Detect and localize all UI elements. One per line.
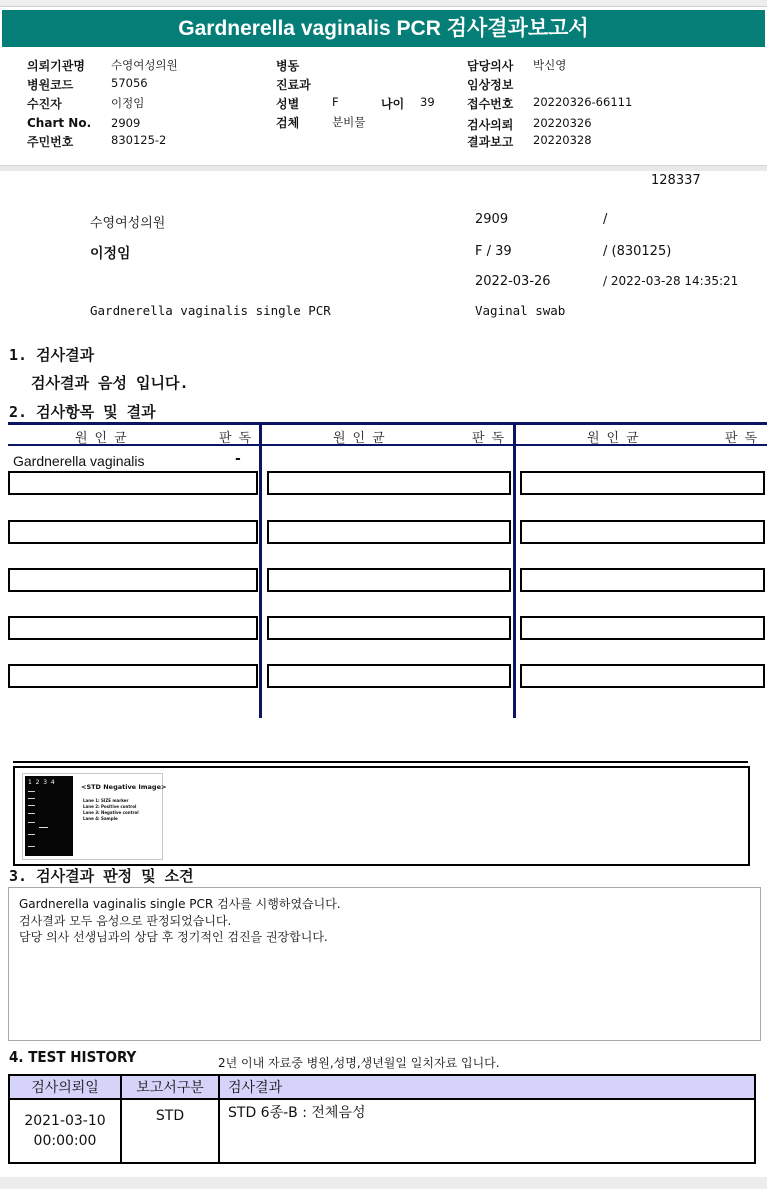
history-col-type: 보고서구분 <box>121 1075 219 1099</box>
result-box <box>520 471 765 495</box>
result-box <box>267 616 511 640</box>
section3-title: 3. 검사결과 판정 및 소견 <box>9 867 194 885</box>
chart-value: 2909 <box>111 116 141 130</box>
receipt-value: 20220326-66111 <box>533 95 633 109</box>
report-id: 128337 <box>651 173 701 188</box>
sex-label: 성별 <box>276 97 300 111</box>
result-box <box>8 520 258 544</box>
gel-image-title: <STD Negative Image> <box>81 783 167 791</box>
hospital-code-value: 57056 <box>111 76 148 90</box>
summary-chart: 2909 <box>475 212 509 227</box>
history-cell-date <box>9 1099 121 1163</box>
doctor-value: 박신영 <box>533 58 567 72</box>
comment-line-2: 검사결과 모두 음성으로 판정되었습니다. <box>19 913 232 928</box>
comment-box <box>8 887 761 1041</box>
bottom-strip <box>0 1177 767 1189</box>
gel-thumbnail <box>22 773 167 860</box>
comment-line-1: Gardnerella vaginalis single PCR 검사를 시행하였습니다. <box>19 897 341 911</box>
summary-institution: 수영여성의원 <box>90 216 166 231</box>
top-strip <box>0 0 767 7</box>
summary-test-name: Gardnerella vaginalis single PCR <box>90 303 331 318</box>
header-separator <box>0 165 767 171</box>
results-divider-1 <box>259 422 262 718</box>
summary-slash: / <box>603 212 608 227</box>
results-divider-2 <box>513 422 516 718</box>
request-value: 20220326 <box>533 116 592 130</box>
result-box <box>8 568 258 592</box>
gel-lane-numbers: 1 2 3 4 <box>28 779 55 786</box>
sex-value: F <box>332 95 339 109</box>
result-box <box>8 471 258 495</box>
resident-value: 830125-2 <box>111 133 167 147</box>
age-label: 나이 <box>381 97 405 111</box>
summary-birth: / (830125) <box>603 244 672 259</box>
report-value: 20220328 <box>533 133 592 147</box>
summary-report-datetime: / 2022-03-28 14:35:21 <box>603 274 739 288</box>
section4-title: 4. TEST HISTORY <box>9 1048 137 1066</box>
report-title: Gardnerella vaginalis PCR 검사결과보고서 <box>2 10 765 47</box>
doctor-label: 담당의사 <box>467 59 514 73</box>
department-label: 진료과 <box>276 78 311 92</box>
chart-label: Chart No. <box>27 116 92 130</box>
report-label: 결과보고 <box>467 135 514 149</box>
result-box <box>267 568 511 592</box>
institution-value: 수영여성의원 <box>111 58 178 72</box>
comment-line-3: 담당 의사 선생님과의 상담 후 정기적인 검진을 권장합니다. <box>19 930 328 944</box>
col3-judgement: 판독 <box>725 431 765 446</box>
specimen-label: 검체 <box>276 116 300 130</box>
summary-request-date: 2022-03-26 <box>475 274 551 289</box>
result-box <box>267 471 511 495</box>
gel-legend-4: Lane 4: Sample <box>83 816 118 821</box>
resident-label: 주민번호 <box>27 135 74 149</box>
history-time: 00:00:00 <box>33 1133 97 1149</box>
result-box <box>520 520 765 544</box>
result-item-name: Gardnerella vaginalis <box>13 453 145 469</box>
section2-title: 2. 검사항목 및 결과 <box>9 403 156 421</box>
gel-top-rule <box>13 761 748 763</box>
history-col-date: 검사의뢰일 <box>9 1075 121 1099</box>
summary-patient: 이정임 <box>90 246 131 262</box>
section1-title: 1. 검사결과 <box>9 346 95 364</box>
history-table <box>8 1074 756 1164</box>
history-note: 2년 이내 자료중 병원,성명,생년월일 일치자료 입니다. <box>218 1056 500 1070</box>
result-box <box>8 664 258 688</box>
results-top-rule <box>8 422 767 425</box>
summary-specimen: Vaginal swab <box>475 303 566 318</box>
ward-label: 병동 <box>276 59 300 73</box>
history-header-row <box>9 1075 755 1099</box>
result-box <box>267 520 511 544</box>
hospital-code-label: 병원코드 <box>27 78 74 92</box>
col2-pathogen: 원인균 <box>333 431 392 446</box>
history-result: STD 6종-B : 전체음성 <box>219 1099 755 1163</box>
patient-label: 수진자 <box>27 97 62 111</box>
receipt-label: 접수번호 <box>467 97 514 111</box>
specimen-value: 분비물 <box>332 115 366 129</box>
result-box <box>267 664 511 688</box>
result-box <box>520 616 765 640</box>
age-value: 39 <box>420 95 435 109</box>
history-date: 2021-03-10 <box>24 1113 106 1129</box>
result-box <box>8 616 258 640</box>
gel-legend-3: Lane 3: Negative control <box>83 810 139 815</box>
col1-judgement: 판독 <box>219 431 259 446</box>
result-item-judgement: - <box>235 451 241 467</box>
result-box <box>520 568 765 592</box>
col3-pathogen: 원인균 <box>587 431 646 446</box>
col1-pathogen: 원인균 <box>75 431 134 446</box>
section1-result: 검사결과 음성 입니다. <box>31 374 189 392</box>
request-label: 검사의뢰 <box>467 118 514 132</box>
gel-legend-2: Lane 2: Positive control <box>83 804 137 809</box>
institution-label: 의뢰기관명 <box>27 59 85 73</box>
clinical-label: 임상정보 <box>467 78 514 92</box>
gel-legend-1: Lane 1: SIZE marker <box>83 798 129 803</box>
gel-image <box>25 776 73 856</box>
col2-judgement: 판독 <box>472 431 512 446</box>
history-type: STD <box>121 1099 219 1163</box>
history-col-result: 검사결과 <box>219 1075 755 1099</box>
summary-sex-age: F / 39 <box>475 244 512 259</box>
patient-value: 이정임 <box>111 96 145 110</box>
table-row <box>9 1099 755 1163</box>
result-box <box>520 664 765 688</box>
